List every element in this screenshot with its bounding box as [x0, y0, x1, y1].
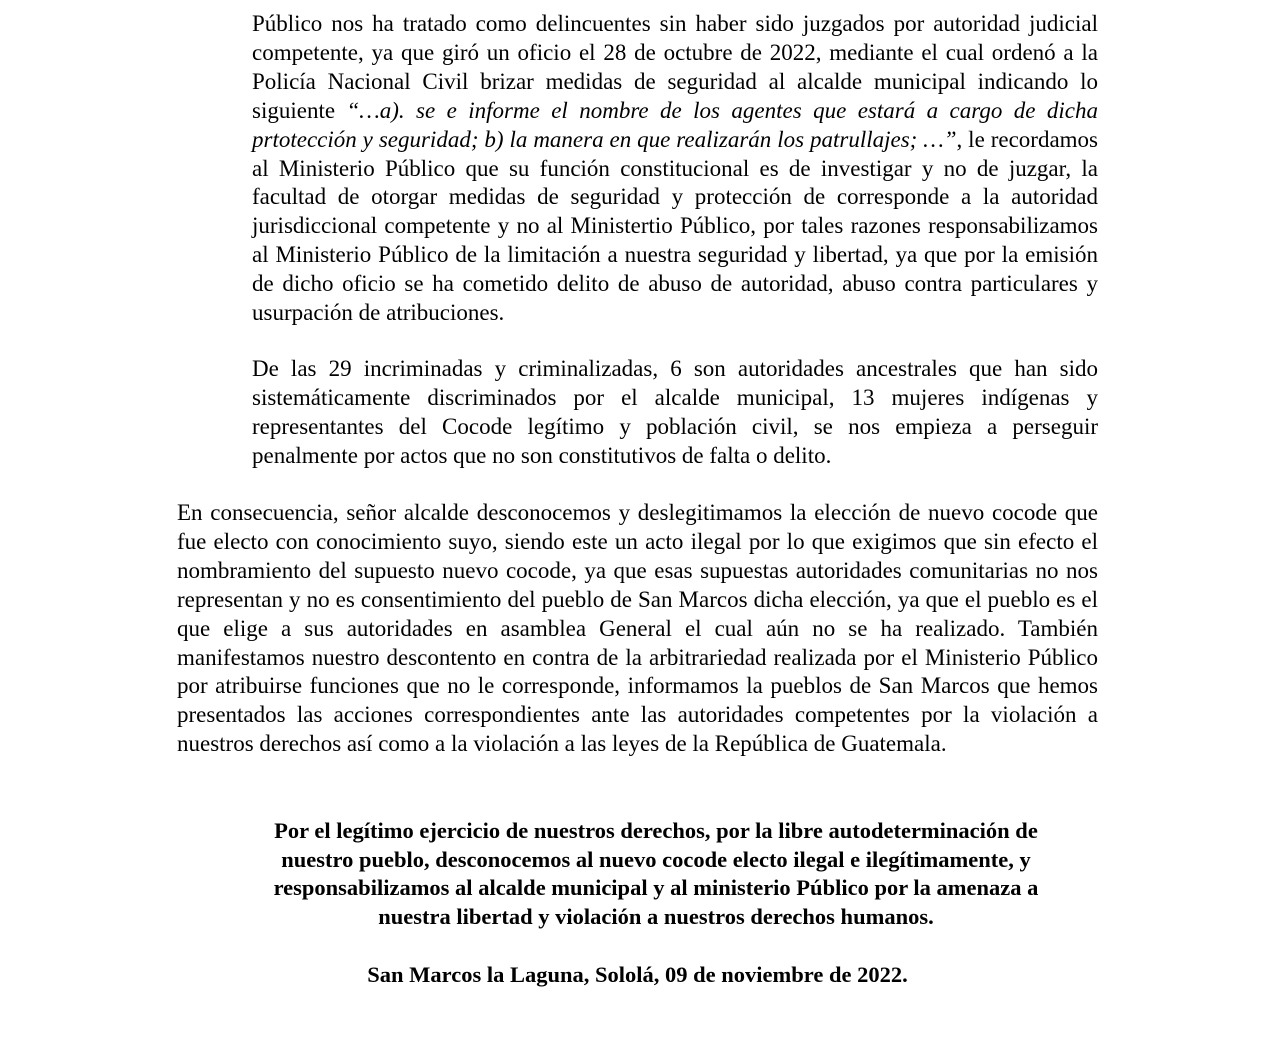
paragraph-criminalizadas: De las 29 incriminadas y criminalizadas, 6 son autoridades ancestrales que han sido sistemáticamente discriminados por el alcalde municipal, 13 mujeres indígenas y representantes del Cocode legítimo y población civil, se nos empieza a perseguir penalmente por actos que no son constitutivos de falta o delito.: [252, 356, 1098, 468]
closing-line-4: nuestra libertad y violación a nuestros derechos humanos.: [378, 903, 934, 929]
paragraph-1-quote: “…a). se e informe el nombre de los agentes que estará a cargo de dicha prtotección y seguridad; b) la manera en que realizarán los patrullajes; …”: [252, 97, 1098, 152]
closing-statement: [200, 817, 1112, 931]
paragraph-1-text-a: Público nos ha tratado como delincuentes sin haber sido juzgados por autoridad judicial competente, ya que giró un oficio el 28 de octubre de 2022, mediante el cual ordenó a la Policía Nacional Civil brizar medidas de seguridad al alcalde municipal indicando lo siguiente: [252, 11, 1098, 123]
dateline: San Marcos la Laguna, Sololá, 09 de noviembre de 2022.: [367, 962, 908, 987]
paragraph-1-text-b: , le recordamos al Ministerio Público que su función constitucional es de investigar y no de juzgar, la facultad de otorgar medidas de seguridad y protección de corresponde a la autoridad jurisdiccional competente y no al Ministertio Público, por tales razones responsabilizamos al Ministerio Público de la limitación a nuestra seguridad y libertad, ya que por la emisión de dicho oficio se ha cometido delito de abuso de autoridad, abuso contra particulares y usurpación de atribuciones.: [252, 126, 1098, 326]
closing-line-3: responsabilizamos al alcalde municipal y al ministerio Público por la amenaza a: [273, 875, 1039, 900]
closing-line-1: Por el legítimo ejercicio de nuestros derechos, por la libre autodeterminación de: [274, 818, 1038, 843]
paragraph-consecuencia: En consecuencia, señor alcalde desconocemos y deslegitimamos la elección de nuevo cocode que fue electo con conocimiento suyo, siendo este un acto ilegal por lo que exigimos que sin efecto el nombramiento del supuesto nuevo cocode, ya que esas supuestas autoridades comunitarias no nos representan y no es consentimiento del pueblo de San Marcos dicha elección, ya que el pueblo es el que elige a sus autoridades en asamblea General el cual aún no se ha realizado. También manifestamos nuestro descontento en contra de la arbitrariedad realizada por el Ministerio Público por atribuirse funciones que no le corresponde, informamos la pueblos de San Marcos que hemos presentados las acciones correspondientes ante las autoridades competentes por la violación a nuestros derechos así como a la violación a las leyes de la República de Guatemala.: [177, 500, 1098, 757]
paragraph-ministerio-publico: [252, 10, 1098, 328]
closing-line-2: nuestro pueblo, desconocemos al nuevo cocode electo ilegal e ilegítimamente, y: [281, 846, 1031, 872]
